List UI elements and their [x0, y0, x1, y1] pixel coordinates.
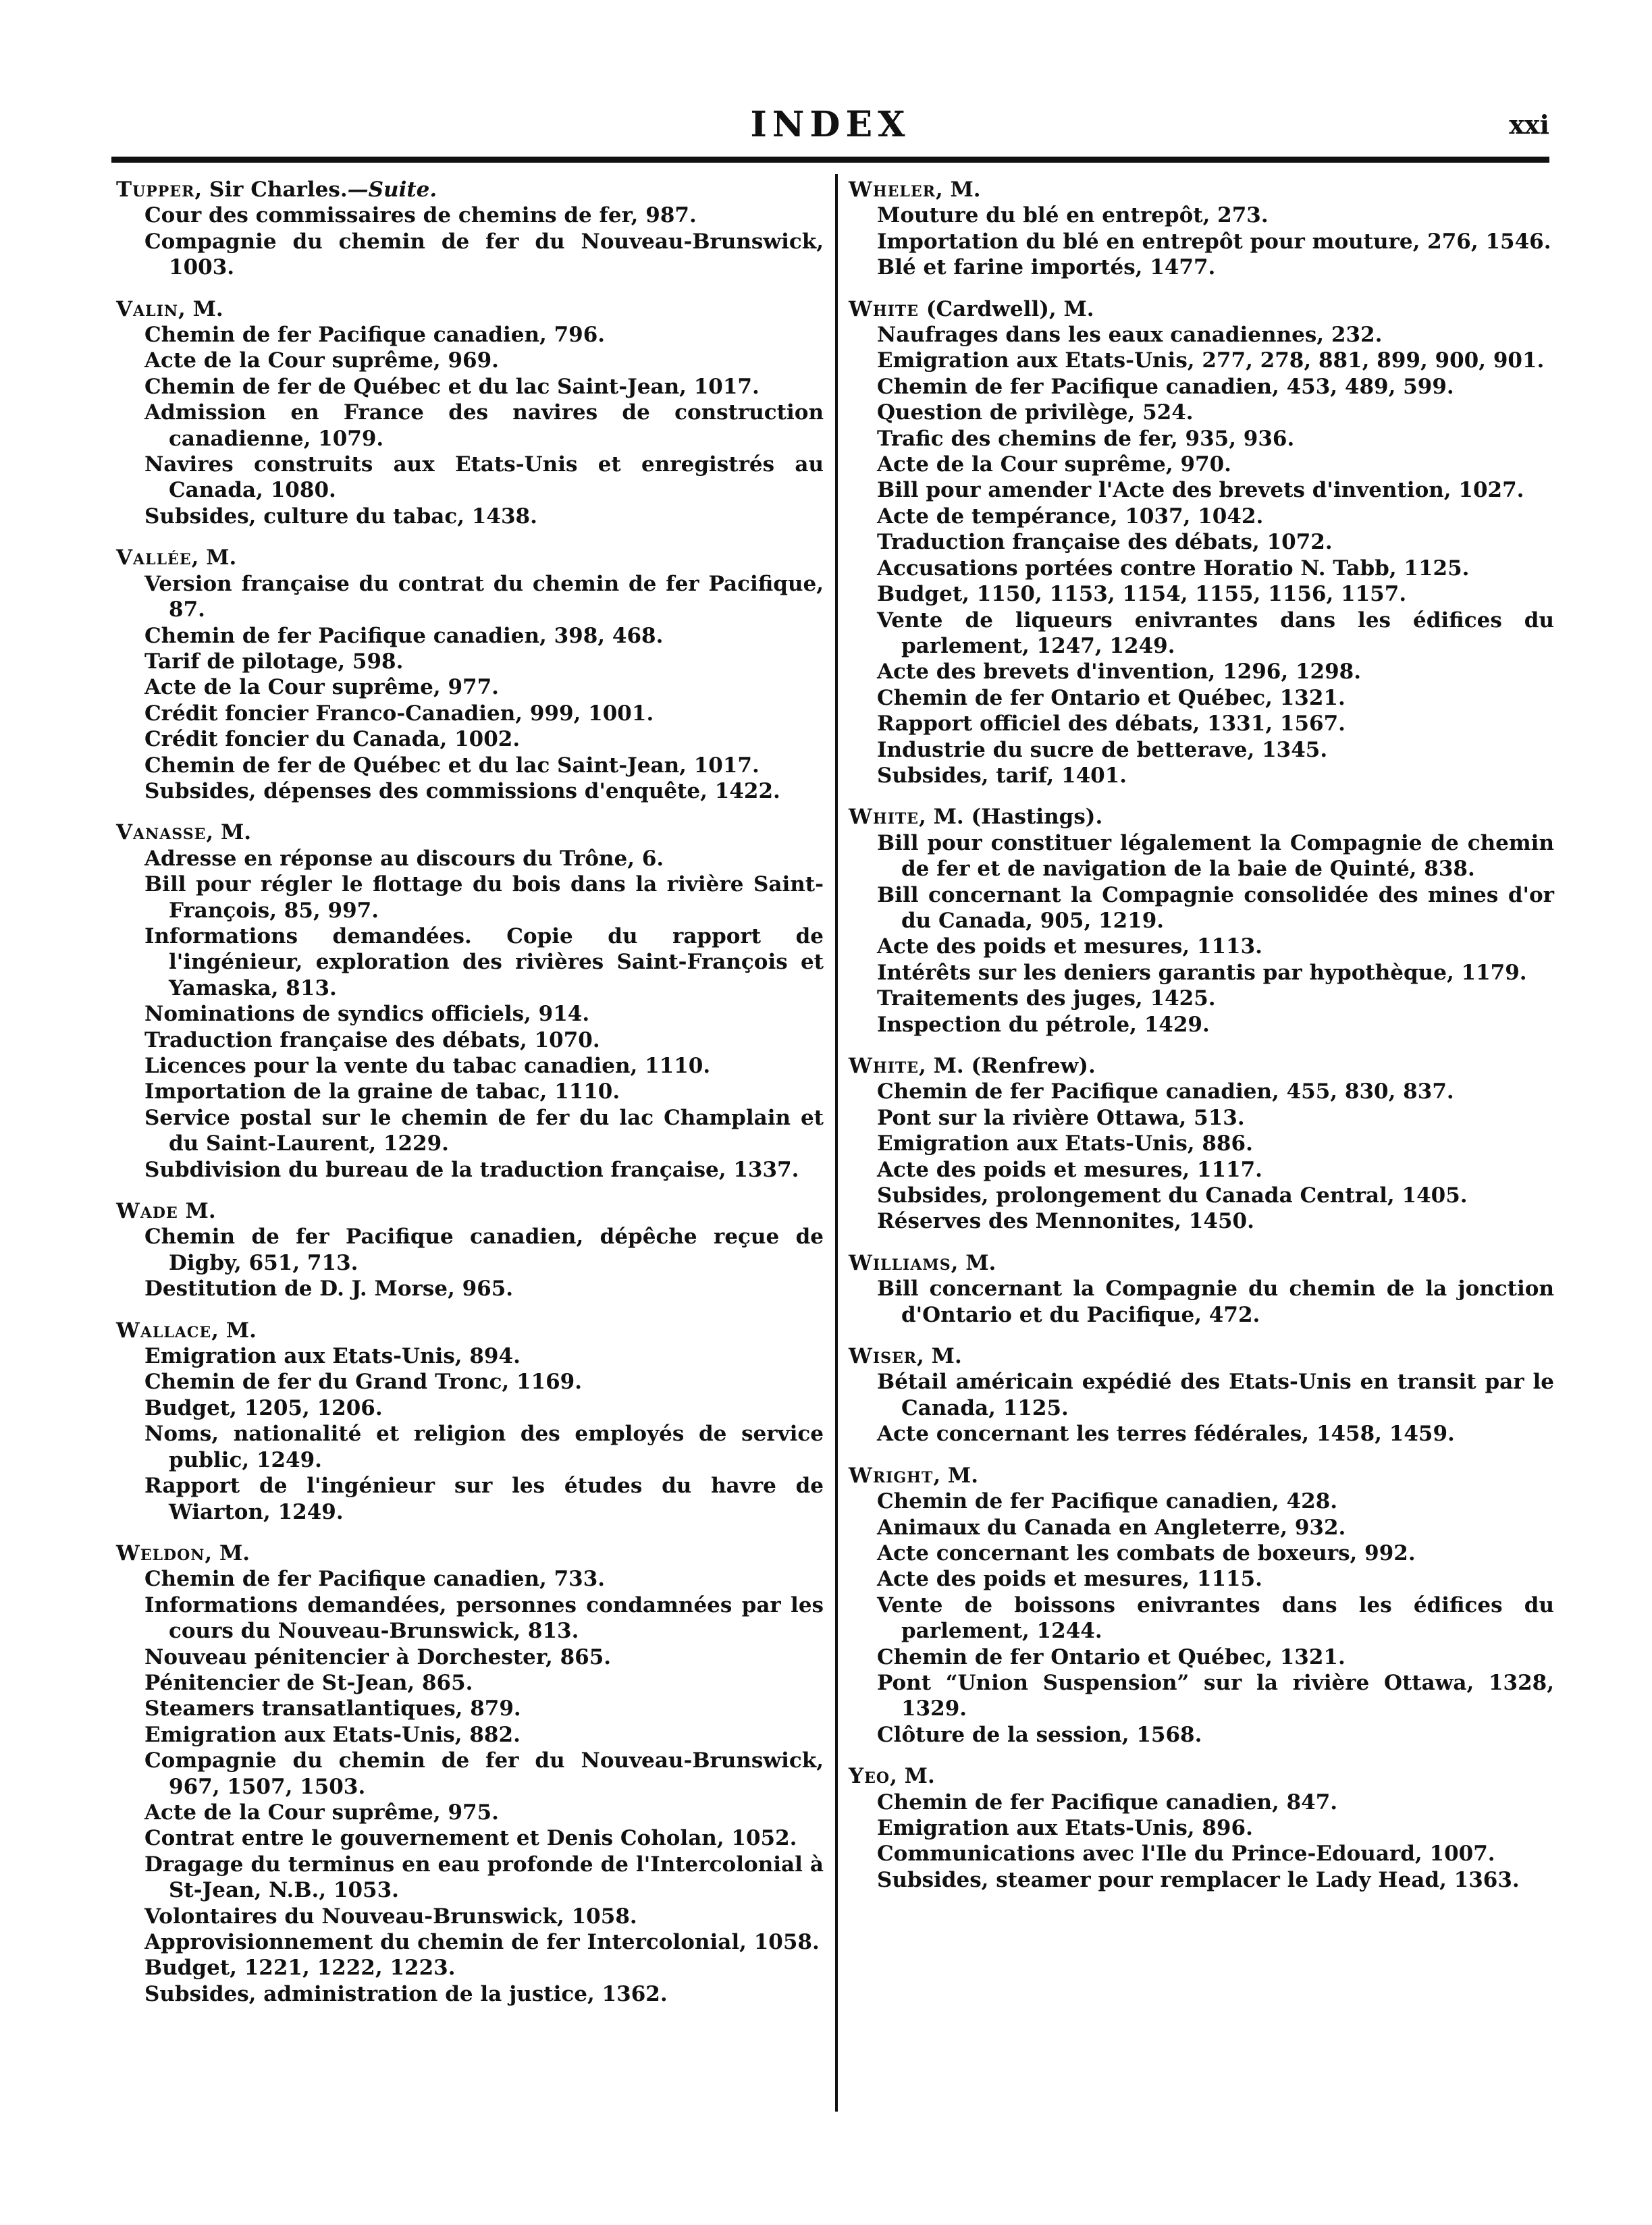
subentry: Approvisionnement du chemin de fer Intercolonial, 1058. — [144, 1930, 820, 1954]
entry-subentries — [116, 203, 824, 280]
subentry: Tarif de pilotage, 598. — [144, 649, 404, 674]
index-entry — [849, 296, 1554, 789]
entry-name: Tupper — [116, 178, 195, 202]
entry-heading — [116, 296, 824, 322]
entry-heading — [116, 177, 824, 203]
entry-heading — [849, 1053, 1554, 1079]
entry-qualifier: , M. — [890, 1764, 935, 1789]
index-entry — [849, 1463, 1554, 1748]
entry-qualifier: , Sir Charles. — [194, 178, 348, 202]
header-rule — [111, 157, 1549, 163]
subentry: Acte des poids et mesures, 1117. — [877, 1157, 1262, 1182]
subentry: Cour des commissaires de chemins de fer, 987. — [144, 203, 697, 228]
index-entry — [849, 1053, 1554, 1235]
entry-name: Valin — [116, 296, 178, 321]
entry-heading — [116, 1540, 824, 1566]
subentry: Informations demandées. Copie du rapport de l'ingénieur, exploration des rivières Saint-François et Yamaska, 813. — [144, 923, 824, 1000]
page-title: INDEX — [750, 104, 911, 145]
subentry: Chemin de fer Ontario et Québec, 1321. — [877, 1644, 1345, 1669]
subentry: Acte concernant les terres fédérales, 1458, 1459. — [877, 1422, 1455, 1447]
subentry: Industrie du sucre de betterave, 1345. — [877, 737, 1328, 762]
subentry: Subsides, culture du tabac, 1438. — [144, 504, 537, 529]
entry-name: Vanasse — [116, 820, 207, 845]
entry-qualifier: , M. — [191, 545, 237, 570]
subentry: Chemin de fer Ontario et Québec, 1321. — [877, 685, 1345, 710]
subentry: Pont “Union Suspension” sur la rivière Ottawa, 1328, 1329. — [877, 1670, 1554, 1721]
subentry: Bill concernant la Compagnie consolidée des mines d'or du Canada, 905, 1219. — [877, 882, 1554, 933]
subentry: Acte de tempérance, 1037, 1042. — [877, 504, 1264, 529]
subentry: Importation de la graine de tabac, 1110. — [144, 1079, 620, 1104]
entry-name: Williams — [849, 1250, 951, 1275]
subentry: Nominations de syndics officiels, 914. — [144, 1002, 590, 1027]
entry-name: Wade — [116, 1199, 178, 1224]
subentry: Vente de liqueurs enivrantes dans les édifices du parlement, 1247, 1249. — [877, 608, 1554, 658]
entry-name: Wallace — [116, 1318, 212, 1343]
entry-name: White — [849, 296, 920, 321]
subentry: Informations demandées, personnes condamnées par les cours du Nouveau-Brunswick, 813. — [144, 1592, 824, 1644]
entry-heading — [849, 1250, 1554, 1276]
subentry: Bill pour constituer légalement la Compagnie de chemin de fer et de navigation de la baie de Quinté, 838. — [877, 830, 1554, 882]
subentry: Subsides, tarif, 1401. — [877, 763, 1127, 788]
subentry: Emigration aux Etats-Unis, 896. — [877, 1815, 1253, 1840]
subentry: Adresse en réponse au discours du Trône, 6. — [144, 846, 664, 871]
entry-subentries — [116, 1343, 824, 1525]
subentry: Licences pour la vente du tabac canadien, 1110. — [144, 1054, 711, 1078]
subentry: Noms, nationalité et religion des employés de service public, 1249. — [144, 1422, 824, 1472]
subentry: Chemin de fer Pacifique canadien, 733. — [144, 1567, 606, 1592]
subentry: Réserves des Mennonites, 1450. — [877, 1209, 1254, 1234]
entry-heading — [849, 177, 1554, 203]
entry-qualifier: , M. — [917, 1344, 962, 1369]
subentry: Pont sur la rivière Ottawa, 513. — [877, 1105, 1245, 1130]
page-number: xxi — [1509, 109, 1549, 140]
subentry: Budget, 1221, 1222, 1223. — [144, 1956, 456, 1981]
index-entry — [116, 177, 824, 281]
subentry: Crédit foncier du Canada, 1002. — [144, 727, 521, 752]
entry-name: Yeo — [849, 1764, 890, 1789]
subentry: Chemin de fer Pacifique canadien, 796. — [144, 323, 606, 348]
index-entry — [849, 1343, 1554, 1447]
entry-name: Weldon — [116, 1540, 205, 1565]
entry-heading — [849, 1343, 1554, 1369]
subentry: Blé et farine importés, 1477. — [877, 255, 1216, 280]
subentry: Service postal sur le chemin de fer du lac Champlain et du Saint-Laurent, 1229. — [144, 1105, 824, 1156]
subentry: Acte des poids et mesures, 1115. — [877, 1567, 1262, 1592]
entry-qualifier: (Cardwell), M. — [919, 296, 1094, 321]
entry-subentries — [116, 322, 824, 529]
subentry: Vente de boissons enivrantes dans les édifices du parlement, 1244. — [877, 1592, 1554, 1644]
index-entry — [116, 1540, 824, 2007]
subentry: Crédit foncier Franco-Canadien, 999, 1001. — [144, 701, 654, 726]
subentry: Rapport officiel des débats, 1331, 1567. — [877, 712, 1345, 736]
subentry: Chemin de fer de Québec et du lac Saint-Jean, 1017. — [144, 374, 760, 399]
entry-subentries — [116, 571, 824, 805]
entry-subentries — [849, 1790, 1554, 1894]
subentry: Mouture du blé en entrepôt, 273. — [877, 203, 1269, 228]
entry-qualifier: , M. — [935, 178, 981, 202]
entry-heading — [849, 296, 1554, 322]
subentry: Acte de la Cour suprême, 970. — [877, 452, 1231, 477]
entry-heading — [116, 1318, 824, 1343]
subentry: Destitution de D. J. Morse, 965. — [144, 1277, 514, 1302]
subentry: Admission en France des navires de construction canadienne, 1079. — [144, 400, 824, 451]
subentry: Chemin de fer Pacifique canadien, 453, 489, 599. — [877, 374, 1454, 399]
entry-subentries — [849, 322, 1554, 788]
entry-qualifier: , M. — [951, 1250, 996, 1275]
subentry: Dragage du terminus en eau profonde de l'Intercolonial à St-Jean, N.B., 1053. — [144, 1852, 824, 1903]
subentry: Communications avec l'Ile du Prince-Edouard, 1007. — [877, 1842, 1495, 1867]
entry-heading — [116, 1198, 824, 1224]
entry-qualifier: , M. — [933, 1463, 979, 1488]
entry-qualifier: , M. (Renfrew). — [919, 1054, 1096, 1078]
subentry: Volontaires du Nouveau-Brunswick, 1058. — [144, 1904, 637, 1929]
entry-name: Wheler — [849, 178, 936, 202]
subentry: Chemin de fer Pacifique canadien, 398, 468. — [144, 623, 664, 648]
entry-subentries — [116, 1224, 824, 1302]
entry-name: Wiser — [849, 1344, 917, 1369]
index-entry — [116, 1198, 824, 1302]
entry-continued-label: —Suite. — [347, 178, 437, 202]
subentry: Animaux du Canada en Angleterre, 932. — [877, 1515, 1346, 1540]
index-entry — [849, 1250, 1554, 1328]
subentry: Traduction française des débats, 1070. — [144, 1027, 600, 1052]
index-entry — [849, 804, 1554, 1038]
subentry: Subsides, dépenses des commissions d'enquête, 1422. — [144, 778, 780, 803]
subentry: Inspection du pétrole, 1429. — [877, 1012, 1210, 1037]
subentry: Acte de la Cour suprême, 969. — [144, 348, 499, 373]
column-divider — [835, 174, 838, 2112]
subentry: Acte des poids et mesures, 1113. — [877, 934, 1262, 959]
index-entry — [849, 177, 1554, 281]
subentry: Acte de la Cour suprême, 975. — [144, 1800, 499, 1825]
subentry: Importation du blé en entrepôt pour mouture, 276, 1546. — [877, 229, 1551, 254]
subentry: Acte concernant les combats de boxeurs, 992. — [877, 1540, 1416, 1565]
subentry: Rapport de l'ingénieur sur les études du havre de Wiarton, 1249. — [144, 1474, 824, 1524]
subentry: Chemin de fer Pacifique canadien, 455, 830, 837. — [877, 1079, 1454, 1104]
subentry: Budget, 1205, 1206. — [144, 1395, 383, 1420]
subentry: Question de privilège, 524. — [877, 400, 1194, 425]
entry-heading — [849, 1463, 1554, 1489]
subentry: Chemin de fer Pacifique canadien, dépêche reçue de Digby, 651, 713. — [144, 1225, 824, 1275]
index-entry — [116, 1318, 824, 1525]
subentry: Version française du contrat du chemin de fer Pacifique, 87. — [144, 571, 824, 622]
subentry: Bétail américain expédié des Etats-Unis en transit par le Canada, 1125. — [877, 1370, 1554, 1420]
entry-heading — [116, 820, 824, 845]
entry-name: Vallée — [116, 545, 192, 570]
entry-name: Wright — [849, 1463, 934, 1488]
entry-subentries — [849, 1276, 1554, 1328]
subentry: Emigration aux Etats-Unis, 894. — [144, 1344, 521, 1369]
entry-subentries — [849, 203, 1554, 280]
entry-qualifier: , M. — [205, 1540, 250, 1565]
subentry: Budget, 1150, 1153, 1154, 1155, 1156, 1157. — [877, 582, 1407, 607]
index-entry — [116, 820, 824, 1183]
subentry: Clôture de la session, 1568. — [877, 1722, 1202, 1747]
subentry: Contrat entre le gouvernement et Denis Coholan, 1052. — [144, 1826, 797, 1851]
subentry: Nouveau pénitencier à Dorchester, 865. — [144, 1644, 612, 1669]
subentry: Subdivision du bureau de la traduction française, 1337. — [144, 1157, 799, 1182]
entry-subentries — [849, 1489, 1554, 1748]
entry-subentries — [849, 830, 1554, 1038]
index-column-left — [116, 177, 824, 2022]
subentry: Accusations portées contre Horatio N. Tabb, 1125. — [877, 556, 1470, 581]
subentry: Acte de la Cour suprême, 977. — [144, 675, 499, 700]
entry-heading — [116, 545, 824, 570]
entry-qualifier: , M. — [178, 296, 223, 321]
entry-name: White — [849, 805, 920, 830]
entry-qualifier: , M. — [206, 820, 252, 845]
subentry: Steamers transatlantiques, 879. — [144, 1696, 521, 1721]
subentry: Emigration aux Etats-Unis, 886. — [877, 1131, 1253, 1156]
entry-subentries — [849, 1079, 1554, 1234]
subentry: Emigration aux Etats-Unis, 277, 278, 881, 899, 900, 901. — [877, 348, 1545, 373]
page-header — [111, 101, 1549, 149]
entry-qualifier: , M. (Hastings). — [919, 805, 1103, 830]
subentry: Chemin de fer du Grand Tronc, 1169. — [144, 1370, 583, 1395]
subentry: Bill pour amender l'Acte des brevets d'invention, 1027. — [877, 478, 1524, 503]
index-entry — [116, 296, 824, 530]
subentry: Acte des brevets d'invention, 1296, 1298. — [877, 660, 1362, 685]
subentry: Pénitencier de St-Jean, 865. — [144, 1670, 473, 1695]
subentry: Navires construits aux Etats-Unis et enregistrés au Canada, 1080. — [144, 452, 824, 503]
index-column-right — [849, 177, 1554, 1908]
subentry: Traitements des juges, 1425. — [877, 986, 1216, 1011]
subentry: Subsides, prolongement du Canada Central, 1405. — [877, 1183, 1468, 1208]
entry-subentries — [849, 1369, 1554, 1447]
entry-subentries — [116, 1566, 824, 2007]
entry-subentries — [116, 846, 824, 1183]
subentry: Chemin de fer Pacifique canadien, 847. — [877, 1790, 1338, 1815]
subentry: Compagnie du chemin de fer du Nouveau-Brunswick, 1003. — [144, 229, 824, 280]
subentry: Emigration aux Etats-Unis, 882. — [144, 1722, 521, 1747]
subentry: Chemin de fer de Québec et du lac Saint-Jean, 1017. — [144, 753, 760, 778]
subentry: Subsides, administration de la justice, 1362. — [144, 1981, 668, 2006]
index-entry — [849, 1763, 1554, 1893]
subentry: Chemin de fer Pacifique canadien, 428. — [877, 1489, 1338, 1514]
subentry: Subsides, steamer pour remplacer le Lady Head, 1363. — [877, 1867, 1520, 1892]
entry-qualifier: M. — [178, 1199, 216, 1224]
subentry: Traduction française des débats, 1072. — [877, 530, 1333, 555]
subentry: Naufrages dans les eaux canadiennes, 232. — [877, 323, 1383, 348]
subentry: Bill pour régler le flottage du bois dans la rivière Saint-François, 85, 997. — [144, 872, 824, 923]
subentry: Trafic des chemins de fer, 935, 936. — [877, 426, 1295, 451]
entry-qualifier: , M. — [211, 1318, 257, 1343]
entry-name: White — [849, 1054, 920, 1078]
subentry: Compagnie du chemin de fer du Nouveau-Brunswick, 967, 1507, 1503. — [144, 1748, 824, 1799]
entry-heading — [849, 1763, 1554, 1789]
subentry: Intérêts sur les deniers garantis par hypothèque, 1179. — [877, 960, 1527, 985]
index-entry — [116, 545, 824, 804]
entry-heading — [849, 804, 1554, 830]
subentry: Bill concernant la Compagnie du chemin de la jonction d'Ontario et du Pacifique, 472. — [877, 1277, 1554, 1327]
